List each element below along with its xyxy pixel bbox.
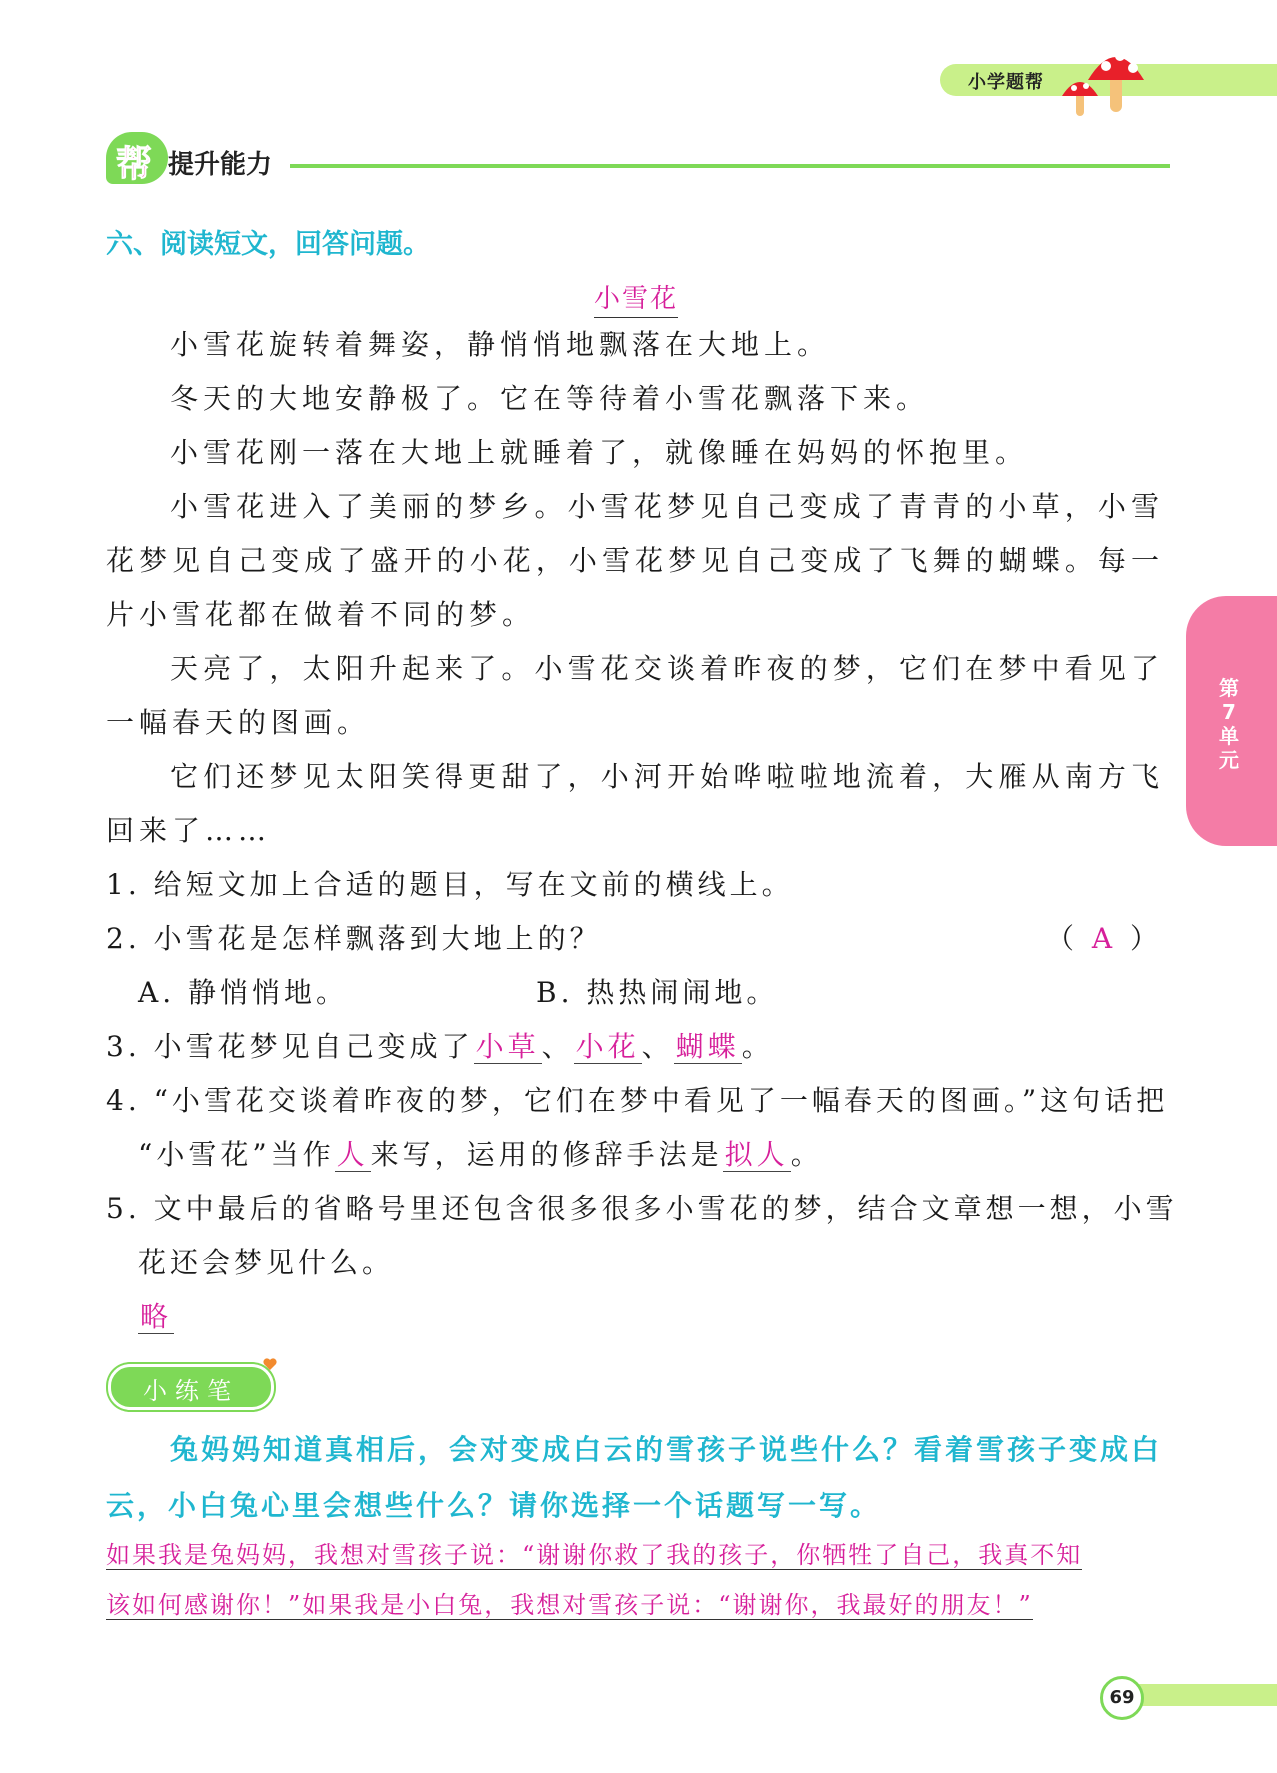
practice-prompt: 兔妈妈知道真相后，会对变成白云的雪孩子说些什么？看着雪孩子变成白云，小白兔心里会想些什么？请你选择一个话题写一写。 — [106, 1433, 1163, 1522]
story-title: 小雪花 — [594, 278, 678, 318]
practice-badge — [108, 1364, 274, 1410]
unit-tab — [1186, 596, 1277, 846]
story-paragraph-1: 小雪花旋转着舞姿，静悄悄地飘落在大地上。 — [170, 328, 831, 361]
practice-badge-label: 小练笔 — [143, 1377, 239, 1405]
section-badge-char: 帮 — [116, 144, 153, 185]
story-paragraph-5: 天亮了，太阳升起来了。小雪花交谈着昨夜的梦，它们在梦中看见了一幅春天的图画。 — [106, 652, 1164, 739]
question-2-option-b: B. 热热闹闹地。 — [536, 976, 779, 1009]
question-4-answer-2: 拟人 — [724, 1138, 789, 1171]
brand-label: 小学题帮 — [968, 72, 1044, 93]
question-heading: 六、阅读短文，回答问题。 — [106, 229, 430, 260]
question-4-line-1: 4. “小雪花交谈着昨夜的梦，它们在梦中看见了一幅春天的图画。”这句话把 — [106, 1084, 1169, 1117]
question-3-answer-2: 小花 — [575, 1030, 640, 1063]
question-3-answer-1: 小草 — [475, 1030, 540, 1063]
story-paragraph-2: 冬天的大地安静极了。它在等待着小雪花飘落下来。 — [170, 382, 930, 415]
section-divider — [290, 164, 1170, 168]
question-2-answer: A — [1091, 922, 1117, 955]
question-2-option-a: A. 静悄悄地。 — [138, 976, 349, 1009]
mushroom-icon — [1058, 40, 1148, 120]
question-5-answer: 略 — [140, 1300, 173, 1333]
question-2-answer-box: （ A ） — [1046, 912, 1166, 966]
section-title: 提升能力 — [168, 150, 273, 180]
story-paragraph-3: 小雪花刚一落在大地上就睡着了，就像睡在妈妈的怀抱里。 — [170, 436, 1029, 469]
practice-answer-line-2: 该如何感谢你！”如果我是小白兔，我想对雪孩子说：“谢谢你，我最好的朋友！” — [106, 1591, 1033, 1619]
footer-bar — [1124, 1684, 1277, 1706]
question-5-line-2: 花还会梦见什么。 — [138, 1246, 395, 1279]
heart-icon — [262, 1356, 278, 1372]
practice-answer — [106, 1530, 1168, 1630]
section-badge — [106, 132, 176, 188]
question-2: 2. 小雪花是怎样飘落到大地上的？ — [106, 922, 602, 955]
question-5-line-1: 5. 文中最后的省略号里还包含很多很多小雪花的梦，结合文章想一想，小雪 — [106, 1192, 1178, 1225]
question-3-answer-3: 蝴蝶 — [675, 1030, 740, 1063]
question-1: 1. 给短文加上合适的题目，写在文前的横线上。 — [106, 868, 794, 901]
page-number: 69 — [1100, 1676, 1144, 1720]
question-3: 3. 小雪花梦见自己变成了小草、小花、蝴蝶。 — [106, 1030, 774, 1063]
question-4-answer-1: 人 — [336, 1138, 369, 1171]
story-paragraph-6: 它们还梦见太阳笑得更甜了，小河开始哗啦啦地流着，大雁从南方飞回来了…… — [106, 760, 1164, 847]
unit-tab-label: 第7单元 — [1219, 676, 1239, 772]
story-paragraph-4: 小雪花进入了美丽的梦乡。小雪花梦见自己变成了青青的小草，小雪花梦见自己变成了盛开的小花，小雪花梦见自己变成了飞舞的蝴蝶。每一片小雪花都在做着不同的梦。 — [106, 490, 1164, 631]
practice-answer-line-1: 如果我是兔妈妈，我想对雪孩子说：“谢谢你救了我的孩子，你牺牲了自己，我真不知 — [106, 1541, 1083, 1569]
question-4-line-2: “小雪花”当作人来写，运用的修辞手法是拟人。 — [138, 1138, 823, 1171]
